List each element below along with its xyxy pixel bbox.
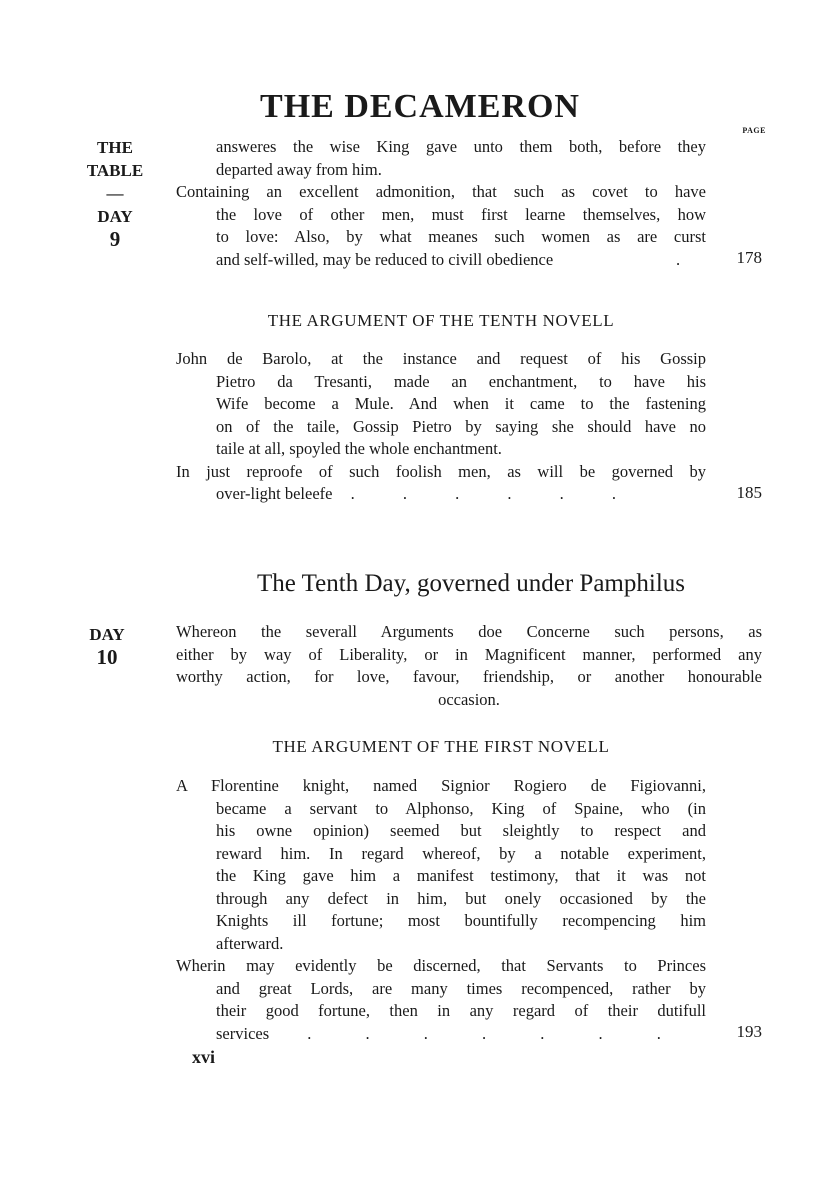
- text-line: the King gave him a manifest testimony, that it was not: [216, 866, 706, 885]
- leader-dots: . . . . . .: [350, 484, 616, 503]
- margin-dash: —: [106, 184, 124, 203]
- page-number-193: 193: [736, 1022, 762, 1041]
- text-line: taile at all, spoyled the whole enchantment.: [216, 439, 502, 458]
- text-line: worthy action, for love, favour, friendship, or another honourable: [176, 667, 762, 686]
- page-number-185: 185: [736, 483, 762, 502]
- page-number-178: 178: [736, 248, 762, 267]
- margin-the: THE: [97, 138, 133, 157]
- text-line: departed away from him.: [216, 159, 382, 179]
- tenth-day-argument: [176, 621, 762, 711]
- text-line: occasion.: [438, 689, 500, 709]
- text-line: Knights ill fortune; most bountifully recompencing him: [216, 911, 706, 930]
- text-line: on of the taile, Gossip Pietro by saying she should have no: [216, 416, 706, 436]
- margin-running-head: [82, 136, 148, 251]
- text-line: and great Lords, are many times recompenced, rather by: [216, 978, 706, 998]
- text-line: Containing an excellent admonition, that such as covet to have: [176, 182, 706, 201]
- text-line: answeres the wise King gave unto them both, before they: [216, 137, 706, 156]
- leader-dots: . . . . . . .: [307, 1023, 661, 1043]
- text-line: to love: Also, by what meanes such women as are curst: [216, 227, 706, 246]
- text-line: Pietro da Tresanti, made an enchantment, to have his: [216, 371, 706, 391]
- text-line: services: [216, 1023, 270, 1043]
- ninth-novell-tail: [176, 136, 706, 181]
- text-line: In just reproofe of such foolish men, as will be governed by: [176, 461, 706, 481]
- text-line: reward him. In regard whereof, by a notable experiment,: [216, 843, 706, 863]
- margin-day-number: 10: [96, 645, 118, 669]
- text-line: through any defect in him, but onely occasioned by the: [216, 888, 706, 908]
- folio-number: xvi: [192, 1047, 216, 1067]
- text-line: over-light beleefe: [216, 484, 333, 503]
- section-heading-first-novell: THE ARGUMENT OF THE FIRST NOVELL: [272, 737, 610, 756]
- leader-dots: .: [676, 249, 681, 269]
- text-line: Wife become a Mule. And when it came to the fastening: [216, 394, 706, 413]
- margin-day-label: DAY: [89, 625, 125, 644]
- text-line: the love of other men, must first learne themselves, how: [216, 204, 706, 224]
- page-title: THE DECAMERON: [260, 88, 580, 125]
- day-title: The Tenth Day, governed under Pamphilus: [256, 570, 685, 597]
- text-line: John de Barolo, at the instance and request of his Gossip: [176, 349, 706, 368]
- text-line: Whereon the severall Arguments doe Concerne such persons, as: [176, 622, 762, 641]
- margin-day-label: DAY: [97, 207, 133, 226]
- text-line: A Florentine knight, named Signior Rogiero de Figiovanni,: [176, 776, 706, 795]
- text-line: either by way of Liberality, or in Magnificent manner, performed any: [176, 644, 762, 664]
- text-line: their good fortune, then in any regard of their dutifull: [216, 1001, 706, 1020]
- first-novell-argument: [176, 775, 706, 1045]
- margin-table: TABLE: [86, 161, 144, 180]
- ninth-novell-moral: [176, 181, 706, 271]
- tenth-novell-argument: [176, 348, 706, 506]
- margin-day-number: 9: [109, 227, 121, 251]
- text-line: became a servant to Alphonso, King of Spaine, who (in: [216, 798, 706, 818]
- text-line: his owne opinion) seemed but sleightly to respect and: [216, 821, 706, 840]
- margin-day-10: [82, 623, 132, 669]
- text-line: and self-willed, may be reduced to civill obedience: [216, 249, 554, 269]
- text-line: Wherin may evidently be discerned, that Servants to Princes: [176, 956, 706, 975]
- page-column-label: PAGE: [742, 126, 766, 135]
- section-heading-tenth-novell: THE ARGUMENT OF THE TENTH NOVELL: [267, 311, 615, 330]
- text-line: afterward.: [216, 933, 284, 953]
